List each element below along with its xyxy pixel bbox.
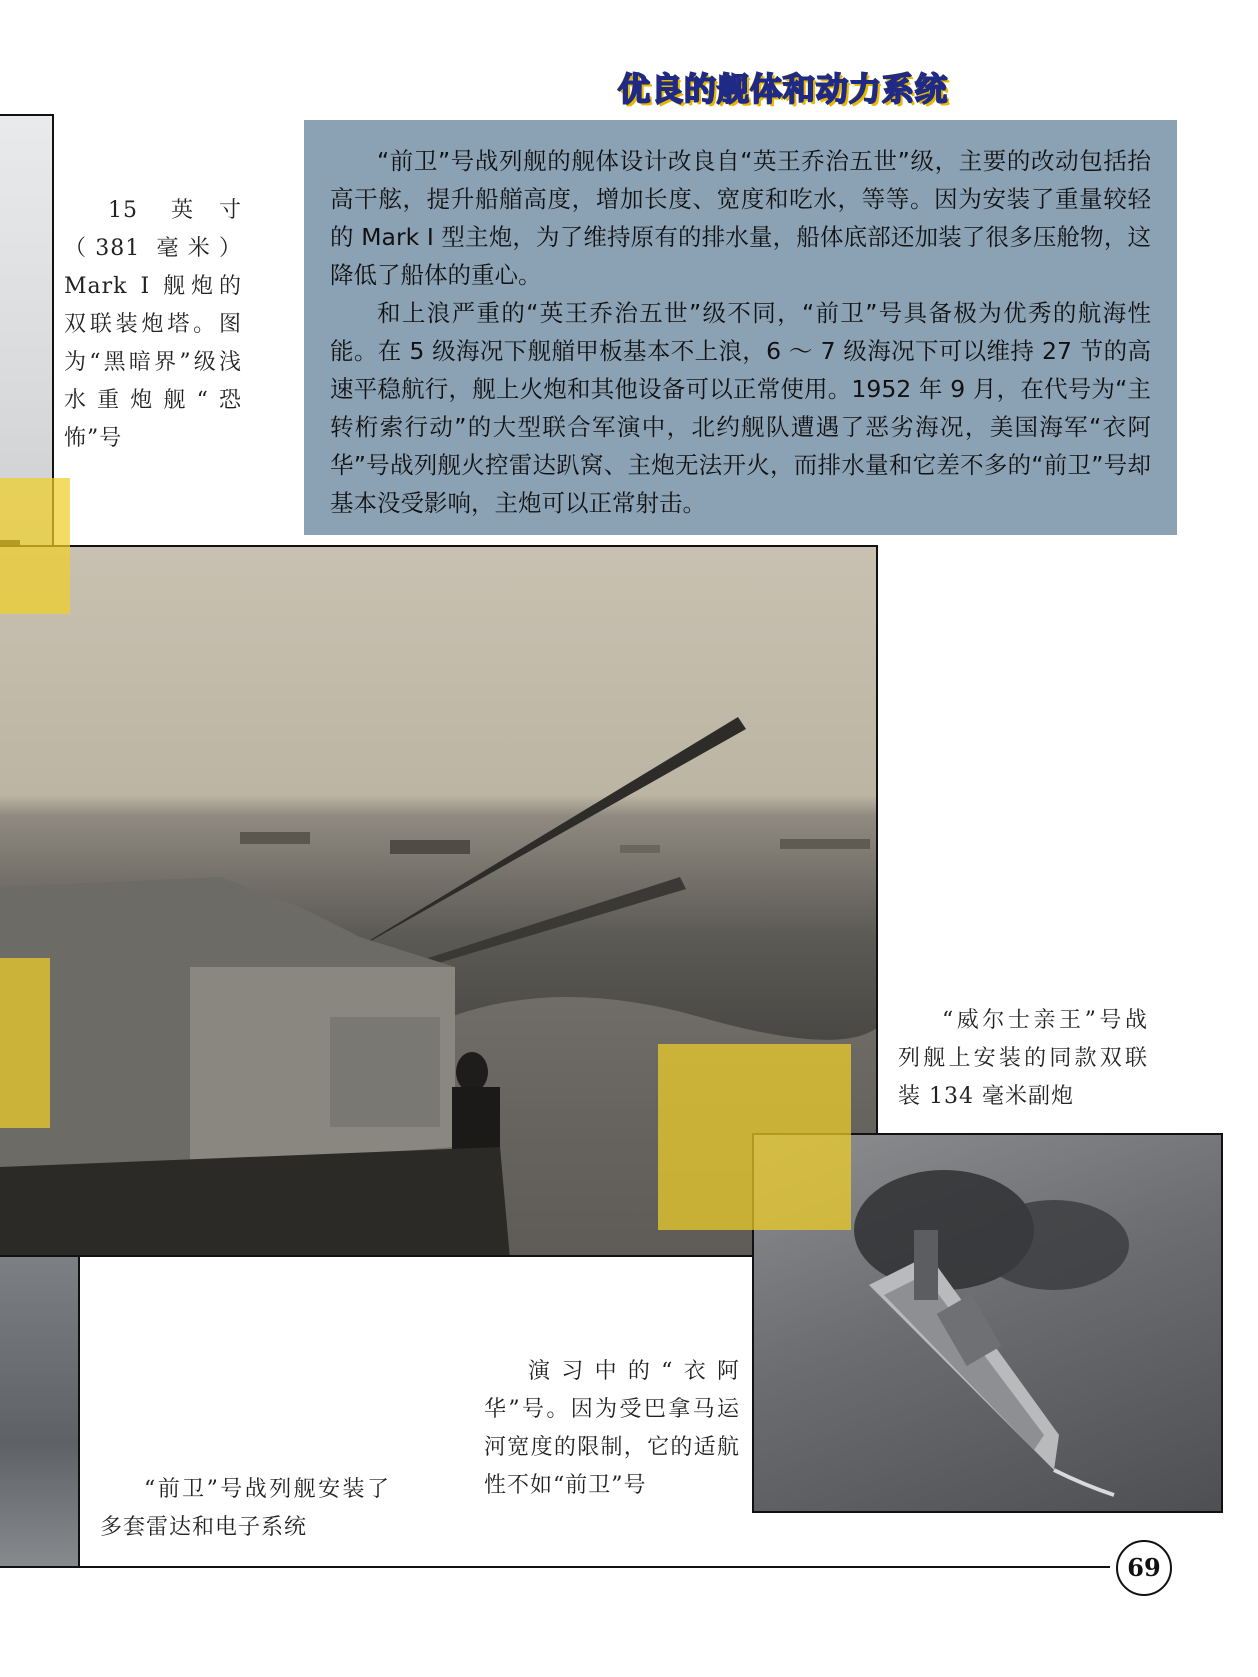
turret-caption [64,192,242,458]
body-paragraph-1: “前卫”号战列舰的舰体设计改良自“英王乔治五世”级，主要的改动包括抬高干舷，提升船艏高度，增加长度、宽度和吃水，等等。因为安装了重量较轻的 Mark I 型主炮，为了维持原有的排水量，船体底部还加装了很多压舱物，这降低了船体的重心。 [330,147,1151,289]
footer-rule [0,1566,1110,1568]
vanguard-caption-text: “前卫”号战列舰安装了多套雷达和电子系统 [100,1477,390,1540]
vanguard-caption [100,1471,390,1547]
body-paragraph-2: 和上浪严重的“英王乔治五世”级不同，“前卫”号具备极为优秀的航海性能。在 5 级海况下舰艏甲板基本不上浪，6 ～ 7 级海况下可以维持 27 节的高速平稳航行，舰上火炮和其他设备可以正常使用。1952 年 9 月，在代号为“主转桁索行动”的大型联合军演中，北约舰队遭遇了恶劣海况，美国海军“衣阿华”号战列舰火控雷达趴窝、主炮无法开火，而排水量和它差不多的“前卫”号却基本没受影响，主炮可以正常射击。 [330,299,1151,517]
vanguard-photo [0,1257,80,1566]
page-number: 69 [1116,1540,1172,1596]
secondary-gun-caption-text: “威尔士亲王”号战列舰上安装的同款双联装 134 毫米副炮 [898,1008,1148,1109]
section-title: 优良的舰体和动力系统 [618,70,949,108]
secondary-gun-caption [898,1002,1148,1116]
yellow-accent-block [658,1044,851,1230]
iowa-caption-text: 演习中的“衣阿华”号。因为受巴拿马运河宽度的限制，它的适航性不如“前卫”号 [484,1359,740,1498]
body-text-box [304,120,1177,535]
yellow-accent-block [0,478,70,614]
iowa-caption [484,1353,740,1505]
yellow-accent-block [0,958,50,1128]
turret-caption-text: 15 英寸（381 毫米）Mark I 舰炮的双联装炮塔。图为“黑暗界”级浅水重炮舰“恐怖”号 [64,198,242,451]
